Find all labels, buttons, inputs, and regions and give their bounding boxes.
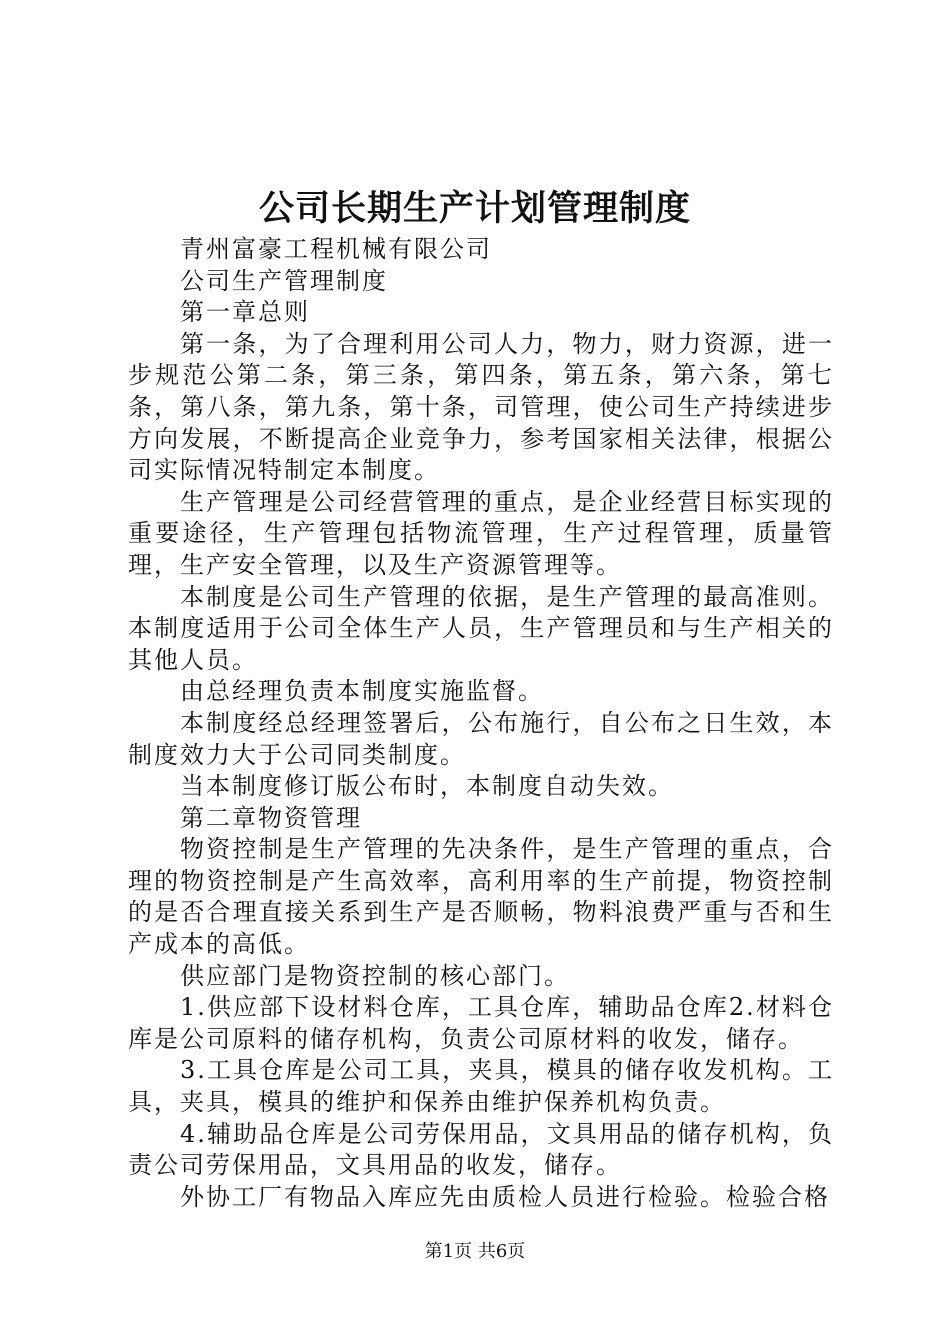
list-item: 4.辅助品仓库是公司劳保用品，文具用品的储存机构，负责公司劳保用品，文具用品的收发，储存。 bbox=[128, 1119, 834, 1180]
paragraph-subtitle: 公司生产管理制度 bbox=[180, 266, 388, 295]
page-footer: 第1页 共6页 bbox=[424, 1241, 526, 1262]
paragraph: 本制度是公司生产管理的依据，是生产管理的最高准则。本制度适用于公司全体生产人员，生产管理员和与生产相关的其他人员。 bbox=[128, 582, 834, 674]
paragraph: 第一条，为了合理利用公司人力，物力，财力资源，进一步规范公第二条，第三条，第四条，第五条，第六条，第七条，第八条，第九条，第十条，司管理，使公司生产持续进步方向发展，不断提高企业竞争力，参考国家相关法律，根据公司实际情况特制定本制度。 bbox=[128, 329, 834, 485]
list-item: 3.工具仓库是公司工具，夹具，模具的储存收发机构。工具，夹具，模具的维护和保养由维护保养机构负责。 bbox=[128, 1056, 834, 1117]
paragraph: 生产管理是公司经营管理的重点，是企业经营目标实现的重要途径，生产管理包括物流管理，生产过程管理，质量管理，生产安全管理，以及生产资源管理等。 bbox=[128, 487, 834, 579]
paragraph-company-name: 青州富豪工程机械有限公司 bbox=[180, 235, 492, 263]
chapter-heading-1: 第一章总则 bbox=[180, 298, 310, 327]
paragraph: 物资控制是生产管理的先决条件，是生产管理的重点，合理的物资控制是产生高效率，高利用率的生产前提，物资控制的是否合理直接关系到生产是否顺畅，物料浪费严重与否和生产成本的高低。 bbox=[128, 835, 834, 959]
document-title: 公司长期生产计划管理制度 bbox=[258, 188, 691, 229]
document-body bbox=[128, 234, 834, 1213]
paragraph: 本制度经总经理签署后，公布施行，自公布之日生效，本制度效力大于公司同类制度。 bbox=[128, 708, 834, 769]
chapter-heading-2: 第二章物资管理 bbox=[180, 803, 362, 832]
paragraph: 供应部门是物资控制的核心部门。 bbox=[180, 961, 570, 990]
paragraph: 当本制度修订版公布时，本制度自动失效。 bbox=[180, 772, 674, 801]
paragraph: 由总经理负责本制度实施监督。 bbox=[180, 677, 544, 706]
paragraph: 外协工厂有物品入库应先由质检人员进行检验。检验合格 bbox=[180, 1182, 830, 1211]
list-item: 1.供应部下设材料仓库，工具仓库，辅助品仓库2.材料仓库是公司原料的储存机构，负责公司原材料的收发，储存。 bbox=[128, 993, 834, 1053]
